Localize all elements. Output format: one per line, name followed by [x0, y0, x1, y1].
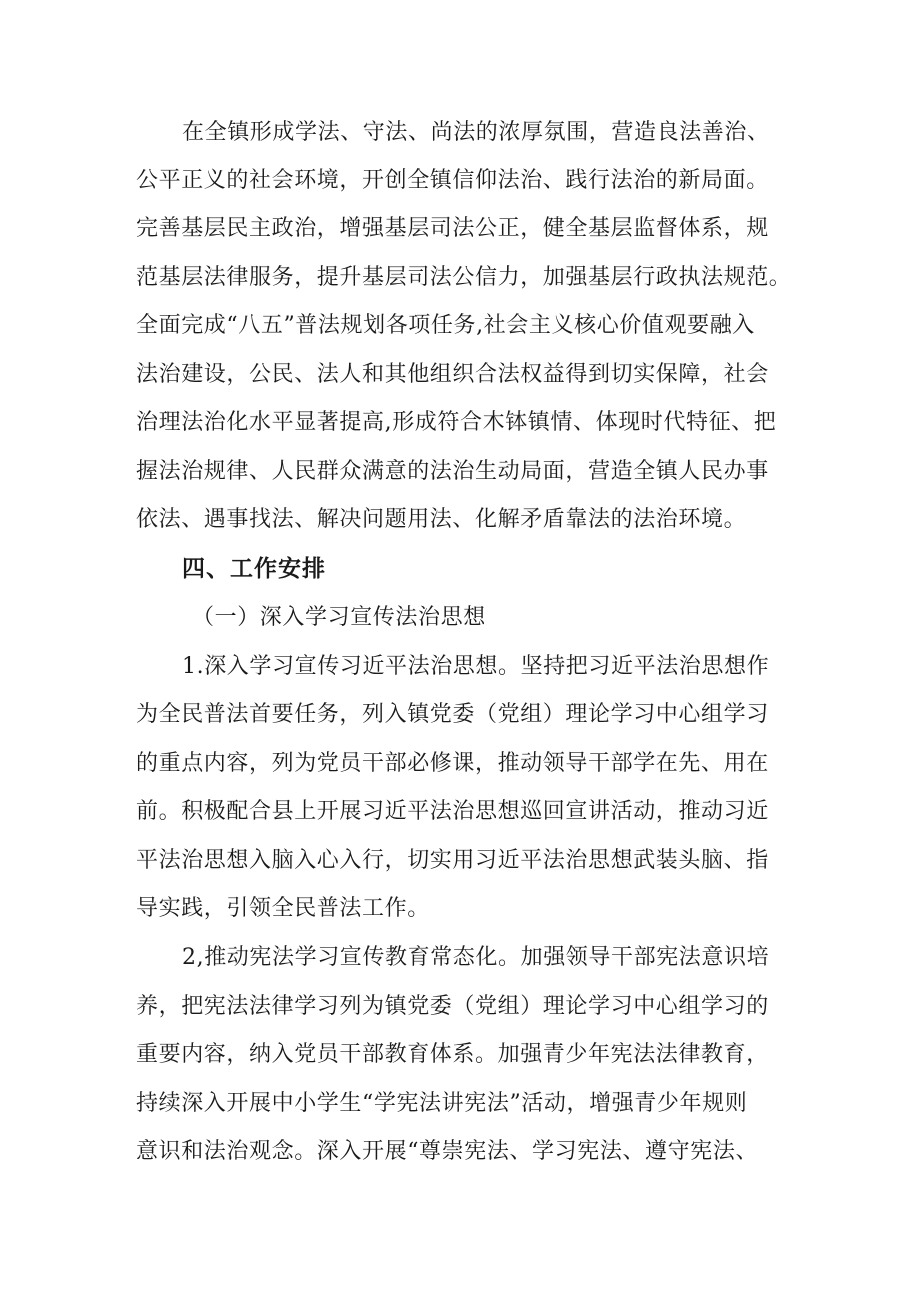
text-line: 平法治思想入脑入心入行，切实用习近平法治思想武装头脑、指: [136, 848, 769, 873]
text-line: 为全民普法首要任务，列入镇党委（党组）理论学习中心组学习: [136, 702, 769, 727]
text-line: 依法、遇事找法、解决问题用法、化解矛盾靠法的法治环境。: [136, 507, 747, 532]
subsection-heading: （一）深入学习宣传法治思想: [192, 605, 486, 630]
text-line: 持续深入开展中小学生“学宪法讲宪法”活动，增强青少年规则: [136, 1091, 748, 1116]
text-line: 导实践，引领全民普法工作。: [136, 896, 430, 921]
text-line: 1.深入学习宣传习近平法治思想。坚持把习近平法治思想作: [182, 654, 770, 679]
text-line: 公平正义的社会环境，开创全镇信仰法治、践行法治的新局面。: [136, 168, 769, 193]
text-line: 全面完成“八五”普法规划各项任务,社会主义核心价值观要融入: [136, 313, 755, 338]
text-line: 意识和法治观念。深入开展“尊崇宪法、学习宪法、遵守宪法、: [136, 1139, 759, 1164]
text-line: 的重点内容，列为党员干部必修课，推动领导干部学在先、用在: [136, 751, 769, 776]
text-line: 在全镇形成学法、守法、尚法的浓厚氛围，营造良法善治、: [182, 120, 770, 145]
text-line: 握法治规律、人民群众满意的法治生动局面，营造全镇人民办事: [136, 459, 769, 484]
text-line: 范基层法律服务，提升基层司法公信力，加强基层行政执法规范。: [136, 265, 792, 290]
text-line: 重要内容，纳入党员干部教育体系。加强青少年宪法法律教育，: [136, 1042, 769, 1067]
text-line: 治理法治化水平显著提高,形成符合木钵镇情、体现时代特征、把: [136, 410, 777, 435]
text-line: 法治建设，公民、法人和其他组织合法权益得到切实保障，社会: [136, 362, 769, 387]
text-line: 前。积极配合县上开展习近平法治思想巡回宣讲活动，推动习近: [136, 799, 769, 824]
text-line: 完善基层民主政治，增强基层司法公正，健全基层监督体系，规: [136, 216, 769, 241]
text-line: 2,推动宪法学习宣传教育常态化。加强领导干部宪法意识培: [182, 945, 770, 970]
section-heading: 四、工作安排: [182, 556, 326, 582]
text-line: 养，把宪法法律学习列为镇党委（党组）理论学习中心组学习的: [136, 994, 769, 1019]
